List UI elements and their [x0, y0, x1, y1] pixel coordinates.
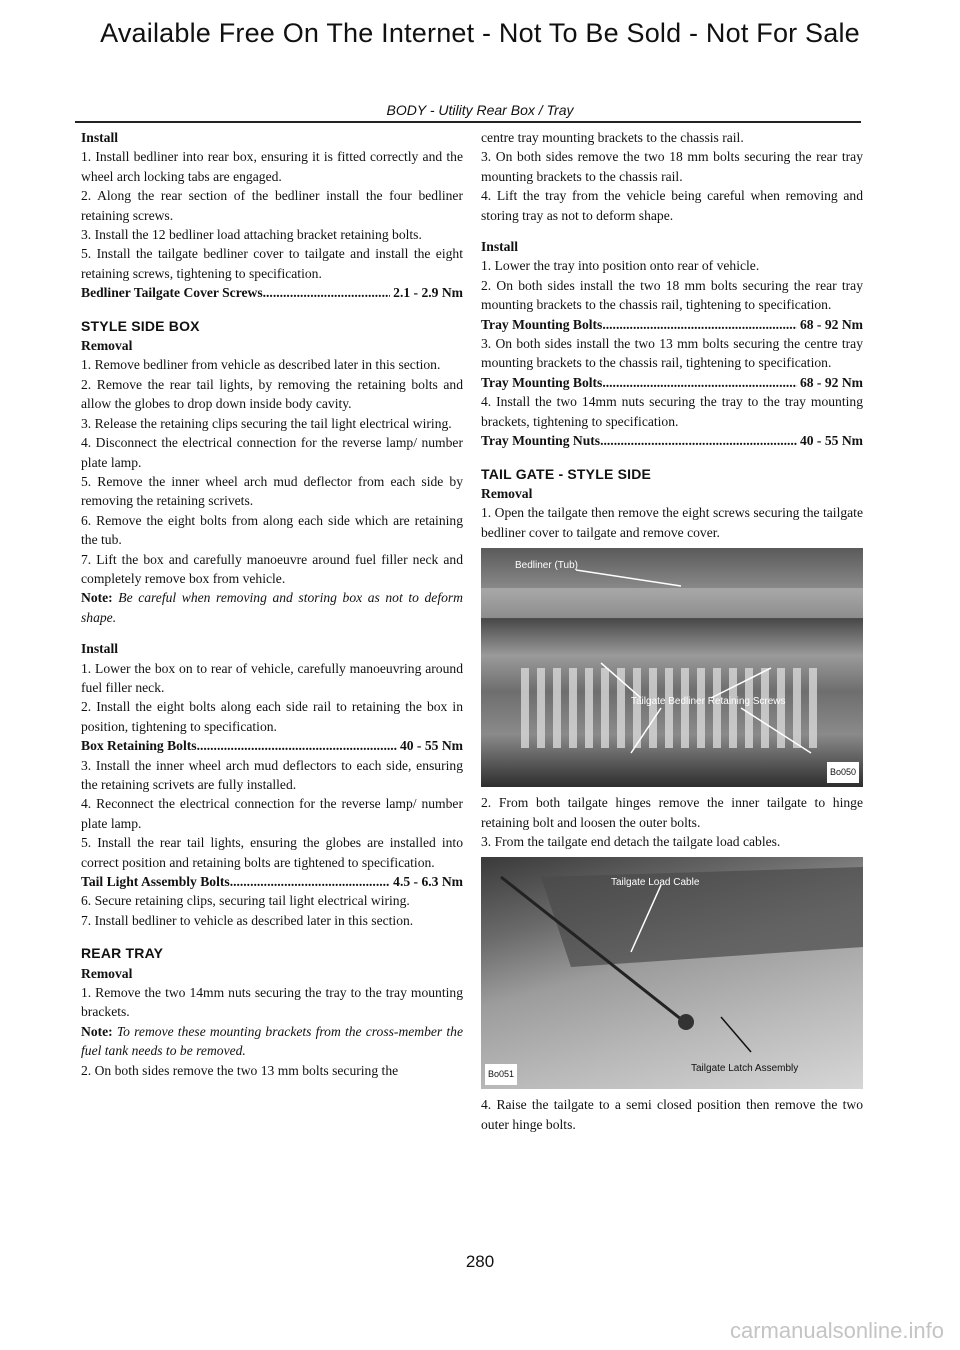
spec-value: 40 - 55 Nm	[799, 433, 863, 449]
spec-value: 68 - 92 Nm	[799, 316, 863, 332]
photo-caption: Bedliner (Tub)	[515, 560, 578, 572]
removal-step: 3. Release the retaining clips securing the tail light electrical wiring.	[81, 415, 452, 431]
removal-step: 4. Lift the tray from the vehicle being careful when removing and storing tray as not to deform shape.	[481, 188, 863, 223]
install-step: 4. Reconnect the electrical connection for the reverse lamp/ number plate lamp.	[81, 796, 463, 831]
install-step: 5. Install the tailgate bedliner cover to tailgate and install the eight retaining screws, tightening to specification.	[81, 246, 463, 281]
spec-label: Bedliner Tailgate Cover Screws	[81, 285, 263, 301]
note-text: Be careful when removing and storing box as not to deform shape.	[81, 590, 463, 625]
removal-step: 4. Raise the tailgate to a semi closed position then remove the two outer hinge bolts.	[481, 1097, 863, 1132]
torque-spec	[481, 373, 863, 392]
watermark-banner: Available Free On The Internet - Not To Be Sold - Not For Sale	[100, 18, 860, 48]
torque-spec	[481, 431, 863, 450]
install-step: 1. Lower the box on to rear of vehicle, carefully manoeuvring around fuel filler neck.	[81, 660, 463, 695]
spec-label: Tray Mounting Bolts	[481, 316, 603, 332]
figure-code: Bo051	[485, 1064, 517, 1085]
photo-caption: Tailgate Bedliner Retaining Screws	[631, 696, 786, 708]
note-label: Note:	[81, 590, 113, 606]
spec-label: Tail Light Assembly Bolts	[81, 874, 230, 890]
removal-step: 3. From the tailgate end detach the tailgate load cables.	[481, 833, 781, 849]
removal-step: 2. From both tailgate hinges remove the inner tailgate to hinge retaining bolt and loosen the outer bolts.	[481, 795, 863, 830]
removal-heading: Removal	[81, 338, 133, 354]
section-heading-rear-tray: REAR TRAY	[81, 945, 164, 962]
note-label: Note:	[81, 1023, 113, 1039]
spec-value: 40 - 55 Nm	[399, 738, 463, 754]
removal-step: 1. Remove the two 14mm nuts securing the tray to the tray mounting brackets.	[81, 985, 463, 1020]
install-step: 2. On both sides install the two 18 mm bolts securing the rear tray mounting brackets to the chassis rail, tightening to specification.	[481, 277, 863, 313]
install-step: 2. Install the eight bolts along each side rail to retaining the box in position, tightening to specification.	[81, 699, 463, 734]
note	[81, 588, 463, 627]
removal-step: 2. Remove the rear tail lights, by removing the retaining bolts and allow the globes to drop down inside body cavity.	[81, 376, 463, 412]
removal-step: 6. Remove the eight bolts from along each side which are retaining the tub.	[81, 512, 463, 548]
running-header: BODY - Utility Rear Box / Tray	[386, 102, 574, 118]
removal-step: 7. Lift the box and carefully manoeuvre around fuel filler neck and completely remove box from vehicle.	[81, 551, 463, 586]
tailgate-bedliner-illustration	[481, 548, 863, 787]
removal-step: 5. Remove the inner wheel arch mud deflector from each side by removing the retaining scrivets.	[81, 473, 463, 509]
spec-label: Tray Mounting Bolts	[481, 374, 603, 390]
spec-value: 68 - 92 Nm	[799, 374, 863, 390]
removal-step: 1. Remove bedliner from vehicle as described later in this section.	[81, 357, 441, 373]
figure-code: Bo050	[827, 762, 859, 783]
watermark-url: carmanualsonline.info	[729, 1318, 944, 1343]
right-column	[481, 128, 863, 1134]
torque-spec	[81, 283, 463, 302]
install-step: 6. Secure retaining clips, securing tail light electrical wiring.	[81, 893, 410, 909]
torque-spec	[81, 736, 463, 755]
install-heading: Install	[81, 641, 119, 657]
install-step: 1. Install bedliner into rear box, ensuring it is fitted correctly and the wheel arch locking tabs are engaged.	[81, 149, 463, 184]
install-step: 4. Install the two 14mm nuts securing the tray to the tray mounting brackets, tightening to specification.	[481, 394, 863, 429]
section-heading-style-side-box: STYLE SIDE BOX	[81, 317, 200, 334]
header-rule	[75, 121, 861, 123]
removal-step: 2. On both sides remove the two 13 mm bolts securing the	[81, 1062, 399, 1078]
install-step: 5. Install the rear tail lights, ensuring the globes are installed into correct position and retaining bolts are tightened to specification.	[81, 835, 463, 870]
torque-spec	[481, 315, 863, 334]
install-step: 3. Install the inner wheel arch mud deflectors to each side, ensuring the retaining scrivets are fully installed.	[81, 757, 463, 792]
removal-step: 4. Disconnect the electrical connection for the reverse lamp/ number plate lamp.	[81, 435, 463, 470]
install-heading: Install	[481, 239, 519, 255]
install-heading: Install	[81, 130, 119, 145]
tailgate-bedliner-photo	[481, 548, 863, 787]
install-step: 3. Install the 12 bedliner load attaching bracket retaining bolts.	[81, 227, 422, 243]
install-step: 2. Along the rear section of the bedliner install the four bedliner retaining screws.	[81, 188, 463, 223]
install-step: 3. On both sides install the two 13 mm bolts securing the centre tray mounting brackets to the chassis rail, tightening to specification.	[481, 336, 863, 371]
photo-caption: Tailgate Latch Assembly	[691, 1063, 799, 1075]
left-column	[81, 128, 463, 1080]
spec-value: 2.1 - 2.9 Nm	[393, 285, 463, 301]
section-heading-tail-gate: TAIL GATE - STYLE SIDE	[481, 465, 652, 482]
removal-step: 3. On both sides remove the two 18 mm bolts securing the rear tray mounting brackets to the chassis rail.	[481, 149, 863, 184]
removal-heading: Removal	[81, 965, 133, 981]
torque-spec	[81, 872, 463, 891]
note	[81, 1022, 463, 1061]
spec-label: Tray Mounting Nuts	[481, 433, 601, 449]
removal-heading: Removal	[481, 485, 533, 501]
tailgate-load-cable-photo	[481, 857, 863, 1089]
page-number: 280	[465, 1252, 495, 1271]
install-step: 1. Lower the tray into position onto rear of vehicle.	[481, 258, 760, 274]
note-text: To remove these mounting brackets from the cross-member the fuel tank needs to be removed.	[81, 1023, 463, 1059]
spec-label: Box Retaining Bolts	[81, 738, 197, 754]
spec-value: 4.5 - 6.3 Nm	[393, 874, 463, 890]
removal-step: centre tray mounting brackets to the chassis rail.	[481, 130, 744, 145]
removal-step: 1. Open the tailgate then remove the eight screws securing the tailgate bedliner cover to tailgate and remove cover.	[481, 505, 863, 540]
photo-caption: Tailgate Load Cable	[611, 877, 700, 889]
install-step: 7. Install bedliner to vehicle as described later in this section.	[81, 912, 414, 928]
